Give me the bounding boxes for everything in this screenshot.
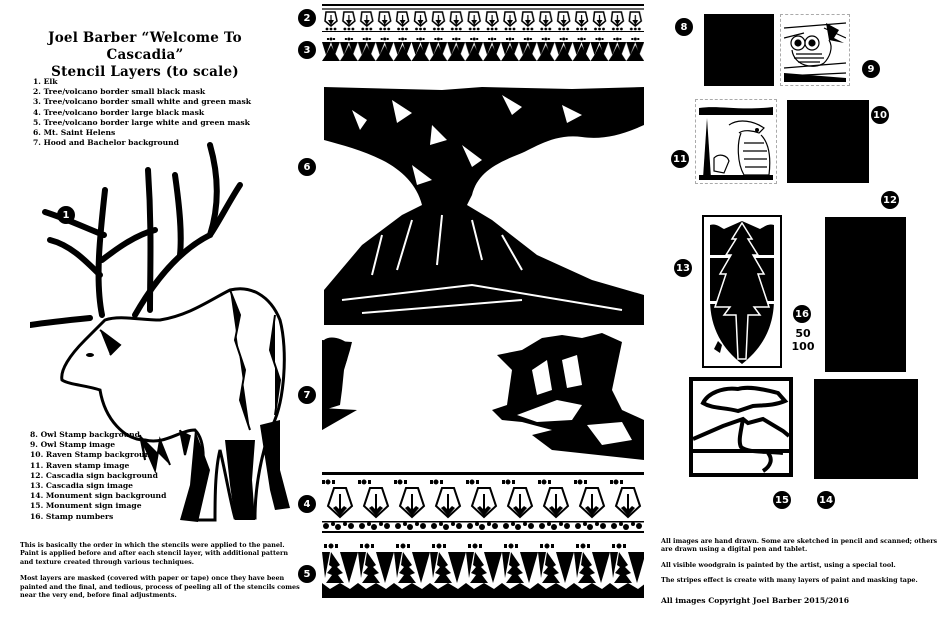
note-paragraph: The stripes effect is create with many layers of paint and masking tape. <box>661 576 918 585</box>
layer-badge-8: 8 <box>675 18 693 36</box>
border-strip-2 <box>322 4 644 32</box>
layer-item: 10. Raven Stamp background <box>30 450 156 460</box>
layer-item: 13. Cascadia sign image <box>30 481 134 491</box>
layer-item: 12. Cascadia sign background <box>30 470 158 480</box>
layer-list-top <box>33 77 251 148</box>
notes-left <box>20 541 300 607</box>
cascadia-sign-image <box>702 215 782 368</box>
cascadia-sign-background <box>825 217 906 372</box>
copyright-notice: All images Copyright Joel Barber 2015/2016 <box>661 596 850 605</box>
layer-badge-4: 4 <box>298 495 316 513</box>
border-strip-4 <box>322 472 644 534</box>
monument-sign-background <box>814 379 918 479</box>
note-paragraph: This is basically the order in which the stencils were applied to the panel. Paint is applied before and after each stencil layer, with additional pattern and texture created through various techniques. <box>20 541 288 566</box>
owl-stamp-image <box>780 14 850 86</box>
note-paragraph: All visible woodgrain is painted by the artist, using a special tool. <box>661 560 896 569</box>
layer-item: 6. Mt. Saint Helens <box>33 128 116 138</box>
note-paragraph: Most layers are masked (covered with paper or tape) once they have been painted and the final, and tedious, process of peeling all of the stencils comes near the very end, before final adjustments. <box>20 574 300 600</box>
border-strip-3 <box>322 37 644 63</box>
layer-badge-13: 13 <box>674 259 692 277</box>
layer-badge-11: 11 <box>671 150 689 168</box>
stamp-numbers <box>788 327 818 353</box>
layer-list-bottom <box>30 430 166 522</box>
notes-right <box>661 537 946 592</box>
layer-item: 14. Monument sign background <box>30 491 167 501</box>
layer-item: 1. Elk <box>33 77 58 86</box>
border-strip-5 <box>322 543 644 598</box>
owl-stamp-background <box>704 14 774 86</box>
layer-item: 3. Tree/volcano border small white and green mask <box>33 97 251 107</box>
layer-item: 11. Raven stamp image <box>30 460 130 470</box>
raven-stamp-background <box>787 100 869 183</box>
layer-item: 7. Hood and Bachelor background <box>33 138 179 148</box>
layer-badge-3: 3 <box>298 41 316 59</box>
layer-badge-1: 1 <box>57 206 75 224</box>
layer-item: 16. Stamp numbers <box>30 511 114 521</box>
layer-badge-12: 12 <box>881 191 899 209</box>
layer-badge-7: 7 <box>298 386 316 404</box>
note-paragraph: All images are hand drawn. Some are sketched in pencil and scanned; others are drawn using a digital pen and tablet. <box>661 537 938 554</box>
stamp-number-100: 100 <box>791 340 815 353</box>
page-title <box>10 30 280 81</box>
mt-saint-helens-stencil <box>322 85 644 325</box>
layer-badge-6: 6 <box>298 158 316 176</box>
layer-item: 15. Monument sign image <box>30 501 142 511</box>
monument-sign-image <box>689 377 793 477</box>
layer-badge-10: 10 <box>871 106 889 124</box>
layer-item: 8. Owl Stamp background <box>30 430 140 439</box>
raven-stamp-image <box>695 99 777 184</box>
title-line-2: Stencil Layers (to scale) <box>51 64 239 80</box>
title-line-1: Joel Barber “Welcome To Cascadia” <box>48 30 242 63</box>
layer-item: 5. Tree/volcano border large white and green mask <box>33 117 250 127</box>
layer-item: 9. Owl Stamp image <box>30 440 116 450</box>
layer-item: 2. Tree/volcano border small black mask <box>33 87 206 97</box>
stamp-number-50: 50 <box>795 327 811 340</box>
layer-badge-2: 2 <box>298 9 316 27</box>
hood-bachelor-stencil <box>322 330 644 465</box>
layer-badge-16: 16 <box>793 305 811 323</box>
layer-badge-5: 5 <box>298 565 316 583</box>
layer-badge-9: 9 <box>862 60 880 78</box>
layer-item: 4. Tree/volcano border large black mask <box>33 107 205 117</box>
layer-badge-14: 14 <box>817 491 835 509</box>
layer-badge-15: 15 <box>773 491 791 509</box>
